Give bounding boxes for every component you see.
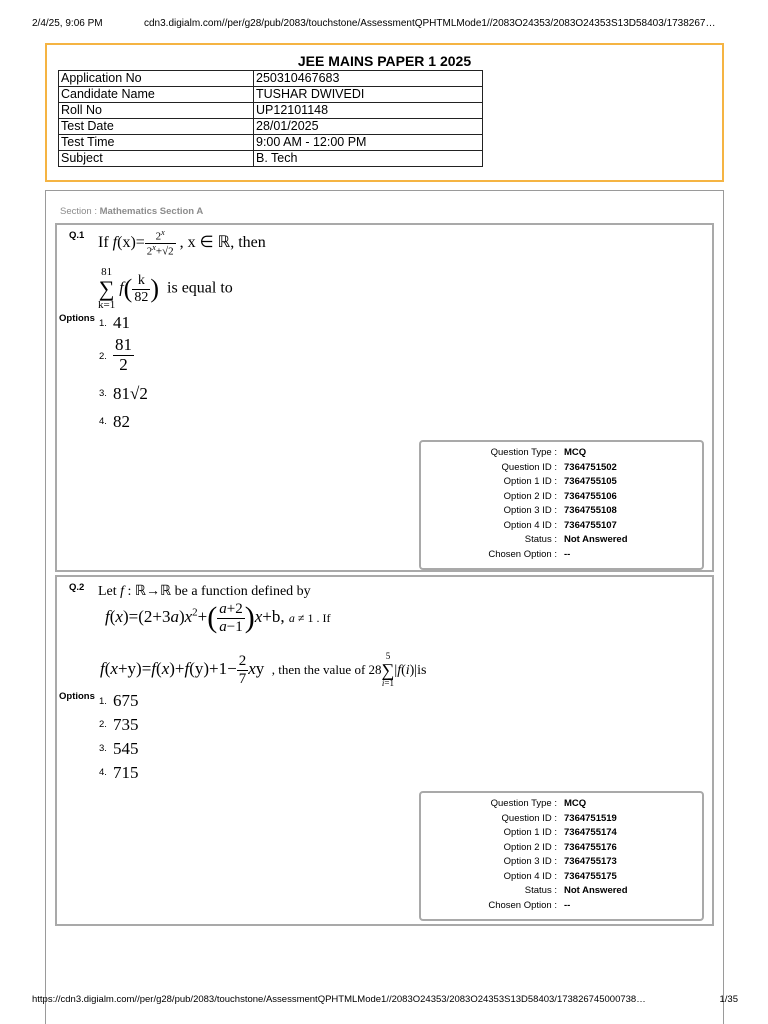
question-number: Q.2	[69, 582, 85, 593]
option-number: 4.	[99, 416, 107, 427]
option-number: 1.	[99, 318, 107, 329]
meta-value: 7364755176	[564, 841, 617, 853]
meta-label: Question ID :	[501, 461, 557, 473]
meta-label: Question Type :	[490, 798, 557, 809]
meta-label: Option 3 ID :	[503, 505, 557, 516]
meta-label: Status :	[524, 885, 557, 896]
option-number: 4.	[99, 767, 107, 778]
option-2-value: $\frac{81}{2}$	[115, 335, 132, 374]
info-label: Application No	[59, 71, 254, 87]
info-row	[59, 151, 483, 167]
meta-label: Option 2 ID :	[503, 490, 557, 502]
meta-label: Option 1 ID :	[503, 827, 557, 838]
meta-value: 7364755108	[564, 505, 617, 516]
meta-value: 7364755175	[564, 870, 617, 882]
info-label: Subject	[59, 151, 254, 167]
info-value: UP12101148	[254, 103, 483, 119]
meta-label: Option 1 ID :	[503, 476, 557, 487]
meta-label: Chosen Option :	[488, 900, 557, 911]
print-footer	[0, 994, 768, 1014]
info-value: B. Tech	[254, 151, 483, 167]
option-3-value: 545	[113, 739, 139, 758]
meta-value: 7364755106	[564, 490, 617, 502]
meta-label: Question Type :	[490, 447, 557, 458]
meta-value: MCQ	[564, 798, 587, 809]
option-4-value: 82	[113, 412, 130, 431]
print-header	[0, 0, 768, 30]
info-label: Candidate Name	[59, 87, 254, 103]
question-1-meta-panel	[419, 440, 704, 570]
info-row	[59, 103, 483, 119]
meta-value: --	[564, 549, 571, 560]
meta-value: Not Answered	[564, 534, 628, 545]
section-title	[60, 206, 203, 217]
info-value: 250310467683	[254, 71, 483, 87]
section-prefix: Section :	[60, 206, 97, 217]
option-3-value: 81√2	[113, 384, 148, 403]
meta-value: --	[564, 900, 571, 911]
option-number: 2.	[99, 719, 107, 730]
info-row	[59, 87, 483, 103]
question-2-meta-panel	[419, 791, 704, 921]
meta-value: 7364755174	[564, 827, 617, 838]
question-number: Q.1	[69, 230, 85, 241]
meta-label: Status :	[524, 534, 557, 545]
options-label: Options	[59, 691, 95, 702]
question-2-statement-line-2: $f(x)=(2+3a)x^2+$( $\frac{a+2}{a-1}$ )x+b, a ≠ 1 . If	[105, 601, 331, 635]
meta-label: Option 2 ID :	[503, 841, 557, 853]
info-label: Test Time	[59, 135, 254, 151]
option-1-value: 41	[113, 313, 130, 332]
question-1-statement-line-1: If f(x)= $\frac{2^x}{2^x+√2}$ , x ∈ ℝ, then	[98, 228, 266, 258]
meta-value: 7364751502	[564, 461, 617, 473]
option-4-value: 715	[113, 763, 139, 782]
option-number: 1.	[99, 696, 107, 707]
meta-value: MCQ	[564, 447, 587, 458]
candidate-info-box	[45, 43, 724, 182]
info-value: TUSHAR DWIVEDI	[254, 87, 483, 103]
meta-label: Option 4 ID :	[503, 870, 557, 882]
option-2-value: 735	[113, 715, 139, 734]
footer-url: https://cdn3.digialm.com//per/g28/pub/2083/touchstone/AssessmentQPHTMLMode1//2083O24353/2083O24353S13D58403/173826745000738…	[32, 994, 646, 1005]
option-1-value: 675	[113, 691, 139, 710]
print-url: cdn3.digialm.com//per/g28/pub/2083/touchstone/AssessmentQPHTMLMode1//2083O24353/2083O24353S13D58403/1738267…	[144, 18, 716, 29]
meta-value: Not Answered	[564, 885, 628, 896]
print-datetime: 2/4/25, 9:06 PM	[32, 18, 103, 29]
option-number: 3.	[99, 388, 107, 399]
candidate-info-table	[58, 70, 483, 167]
meta-value: 7364755105	[564, 476, 617, 487]
meta-label: Question ID :	[501, 812, 557, 824]
meta-label: Option 4 ID :	[503, 519, 557, 531]
info-value: 28/01/2025	[254, 119, 483, 135]
meta-label: Option 3 ID :	[503, 856, 557, 867]
meta-value: 7364755107	[564, 519, 617, 531]
option-number: 3.	[99, 743, 107, 754]
page-number: 1/35	[719, 994, 738, 1005]
meta-label: Chosen Option :	[488, 549, 557, 560]
info-row	[59, 119, 483, 135]
question-2-statement-line-3: f(x+y)=f(x)+f(y)+1− $\frac{2}{7}$ xy , then the value of 28 5 ∑ i=1 |f(i)|is	[100, 651, 427, 688]
question-2-statement-line-1: Let f : ℝ→ℝ be a function defined by	[98, 584, 311, 599]
info-label: Test Date	[59, 119, 254, 135]
meta-value: 7364755173	[564, 856, 617, 867]
info-label: Roll No	[59, 103, 254, 119]
info-row	[59, 135, 483, 151]
options-label: Options	[59, 313, 95, 324]
info-row	[59, 71, 483, 87]
meta-value: 7364751519	[564, 812, 617, 824]
option-number: 2.	[99, 351, 107, 362]
exam-title: JEE MAINS PAPER 1 2025	[297, 53, 472, 69]
section-name: Mathematics Section A	[99, 206, 204, 217]
info-value: 9:00 AM - 12:00 PM	[254, 135, 483, 151]
question-1-statement-line-2: 81 ∑ k=1 f( $\frac{k}{82}$ ) is equal to	[98, 266, 233, 311]
